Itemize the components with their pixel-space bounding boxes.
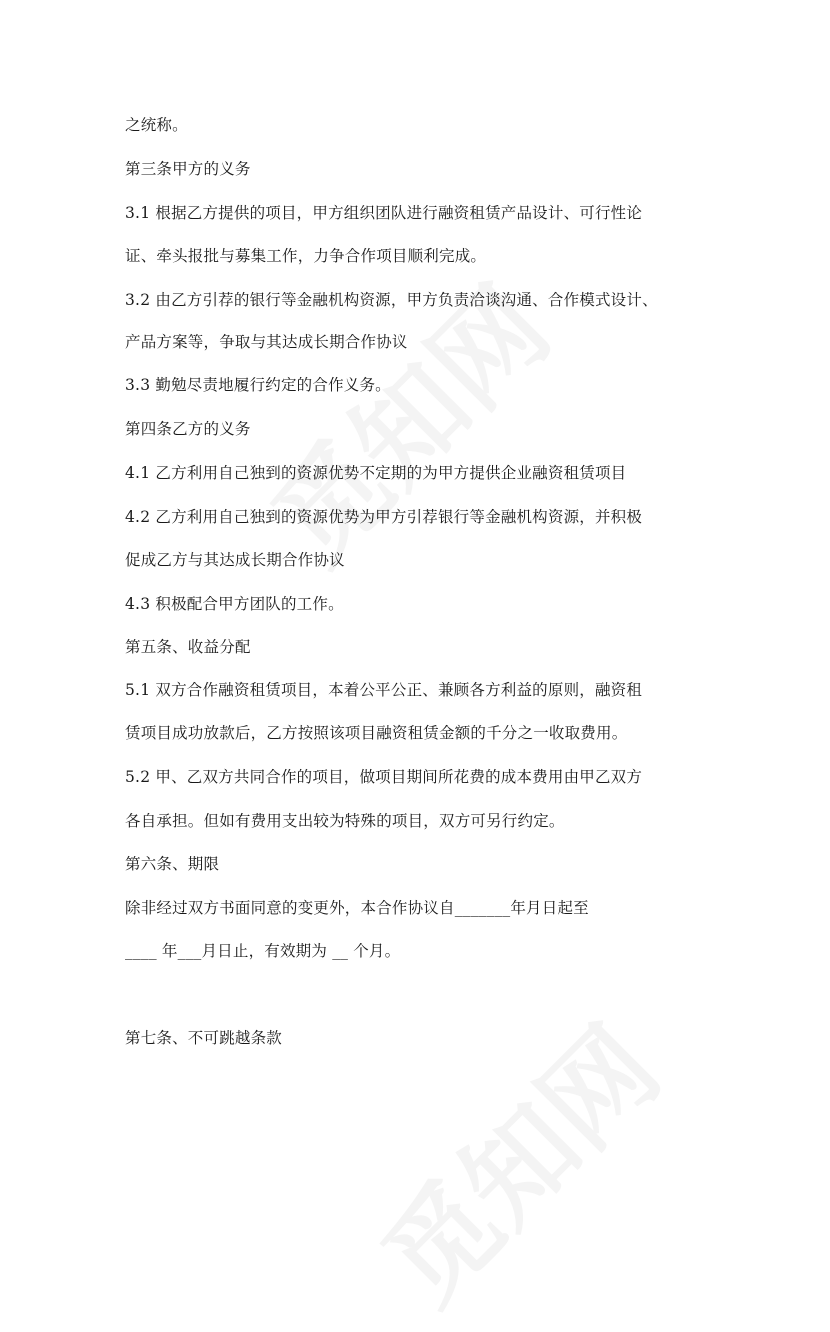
- section-heading: 第五条、收益分配: [125, 638, 251, 656]
- text-line: 除非经过双方书面同意的变更外，本合作协议自_______年月日起至: [125, 899, 589, 917]
- text-line: 3.3 勤勉尽责地履行约定的合作义务。: [125, 376, 391, 394]
- text-line: 5.1 双方合作融资租赁项目，本着公平公正、兼顾各方利益的原则，融资租: [125, 681, 643, 699]
- text-line: 4.3 积极配合甲方团队的工作。: [125, 595, 344, 613]
- watermark-lower: [342, 986, 687, 1331]
- text-line: 产品方案等，争取与其达成长期合作协议: [125, 333, 408, 351]
- section-heading: 第四条乙方的义务: [125, 420, 251, 438]
- text-line: ____ 年___月日止，有效期为 __ 个月。: [125, 942, 401, 960]
- text-line: 4.2 乙方利用自己独到的资源优势为甲方引荐银行等金融机构资源，并积极: [125, 508, 643, 526]
- section-heading: 第三条甲方的义务: [125, 160, 251, 178]
- text-line: 3.1 根据乙方提供的项目，甲方组织团队进行融资租赁产品设计、可行性论: [125, 204, 643, 222]
- text-line: 5.2 甲、乙双方共同合作的项目，做项目期间所花费的成本费用由甲乙双方: [125, 768, 643, 786]
- text-line: 证、牵头报批与募集工作，力争合作项目顺利完成。: [125, 247, 487, 265]
- text-line: 促成乙方与其达成长期合作协议: [125, 551, 345, 569]
- section-heading: 第七条、不可跳越条款: [125, 1029, 283, 1047]
- text-line: 之统称。: [125, 116, 188, 134]
- text-line: 赁项目成功放款后，乙方按照该项目融资租赁金额的千分之一收取费用。: [125, 724, 628, 742]
- text-line: 3.2 由乙方引荐的银行等金融机构资源，甲方负责洽谈沟通、合作模式设计、: [125, 291, 658, 309]
- section-heading: 第六条、期限: [125, 855, 220, 873]
- text-line: 4.1 乙方利用自己独到的资源优势不定期的为甲方提供企业融资租赁项目: [125, 464, 627, 482]
- text-line: 各自承担。但如有费用支出较为特殊的项目，双方可另行约定。: [125, 812, 565, 830]
